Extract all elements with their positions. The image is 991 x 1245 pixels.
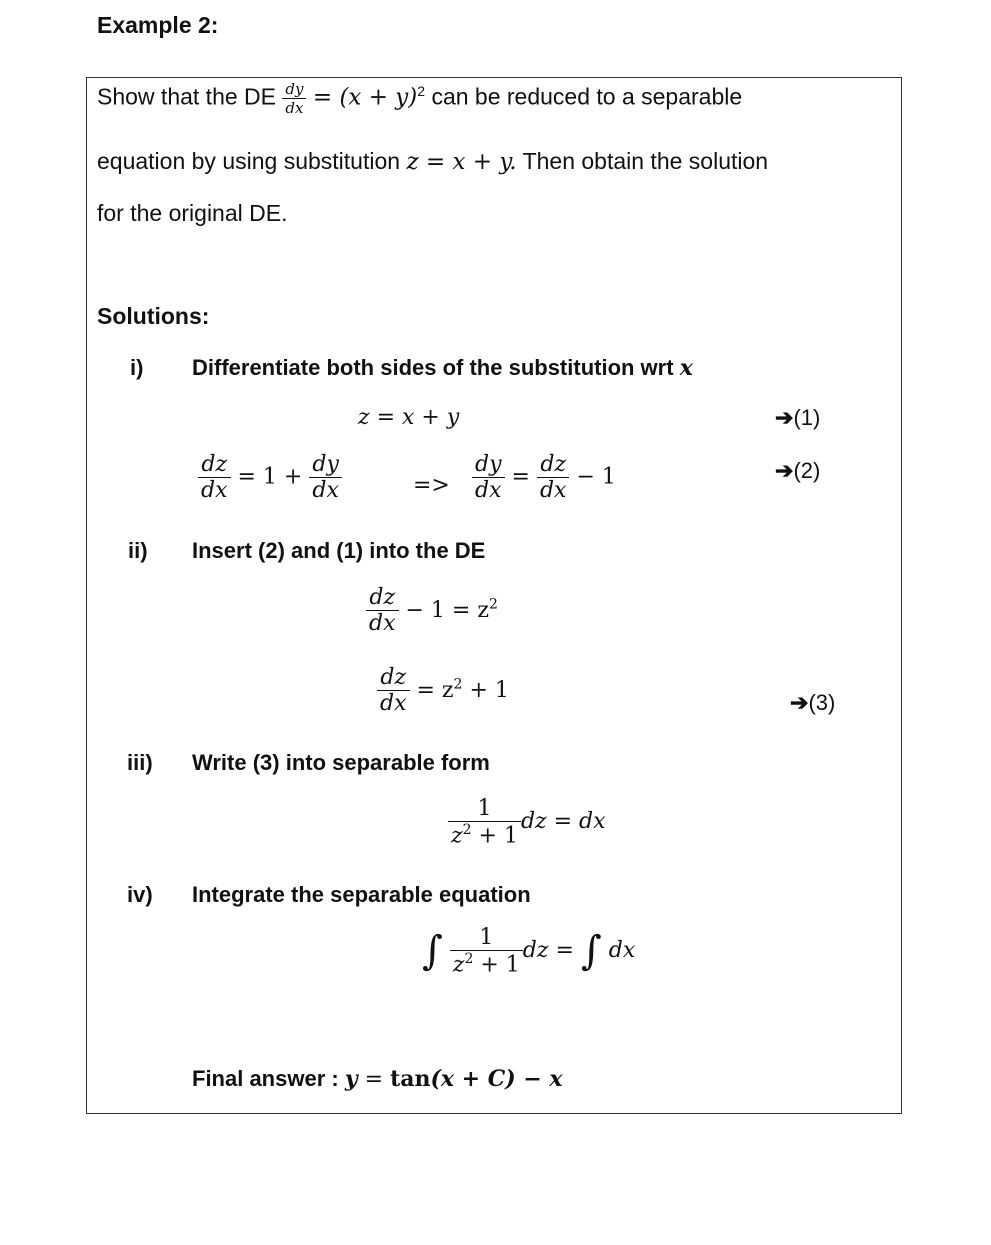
problem-frac-den: dx <box>282 98 306 117</box>
solutions-label: Solutions: <box>97 303 210 329</box>
int-den-exponent: 2 <box>464 951 474 967</box>
problem-equation-rhs: = (x + y) <box>312 84 418 111</box>
step-3-text: Write (3) into separable form <box>192 750 490 775</box>
eq2b-eq: = <box>511 464 530 490</box>
problem-suffix: can be reduced to a separable <box>431 83 743 110</box>
sep-tail: dz = dx <box>520 809 606 835</box>
equation-substituted <box>366 585 498 636</box>
eq2b-frac-1 <box>472 452 505 503</box>
int-frac <box>450 925 523 977</box>
eq2-left-den: dx <box>198 477 231 503</box>
step-2-number: ii) <box>128 538 148 563</box>
ref-2 <box>775 458 820 484</box>
sep-den <box>448 821 521 848</box>
equation-substitution: z = x + y <box>358 405 460 430</box>
ref-3 <box>790 690 835 716</box>
int-den-tail: + 1 <box>480 952 520 978</box>
problem-fraction <box>282 80 306 117</box>
sep-den-tail: + 1 <box>478 823 518 849</box>
ref-1 <box>775 405 820 431</box>
equation-rearranged <box>472 452 616 503</box>
final-answer <box>192 1066 563 1092</box>
eq2-frac-right <box>309 452 342 503</box>
int-num: 1 <box>479 925 494 950</box>
eq3b-den: dx <box>377 690 410 716</box>
sep-frac <box>448 796 521 848</box>
eq2-mid: = 1 + <box>237 464 303 490</box>
final-answer-y: y <box>344 1066 358 1092</box>
problem-line-3: for the original DE. <box>97 200 288 226</box>
eq2b-tail: − 1 <box>576 464 616 490</box>
problem-line-1 <box>97 80 742 117</box>
eq2b-den-1: dx <box>472 477 505 503</box>
implies-symbol: => <box>413 473 450 498</box>
eq3b-mid-wrap <box>417 678 509 703</box>
eq3b-num: dz <box>380 665 407 690</box>
int-den <box>450 950 523 977</box>
int-mid: dz = <box>522 938 574 964</box>
problem-exponent: 2 <box>417 82 426 99</box>
equation-derivative <box>198 452 342 503</box>
ref-1-label: (1) <box>793 405 821 430</box>
eq3a-den: dx <box>366 610 399 636</box>
step-2-text: Insert (2) and (1) into the DE <box>192 538 486 563</box>
step-1-label: Differentiate both sides of the substitution wrt <box>192 355 674 380</box>
problem-prefix: Show that the DE <box>97 83 276 110</box>
eq2-right-den: dx <box>309 477 342 503</box>
integral-sign-icon: ∫ <box>580 928 602 975</box>
final-answer-rest: (x + C) − x <box>430 1066 563 1092</box>
ref-3-label: (3) <box>808 690 836 715</box>
step-4-text: Integrate the separable equation <box>192 882 531 907</box>
eq2b-frac-2 <box>537 452 570 503</box>
final-answer-eq: = <box>357 1067 391 1092</box>
eq2-right-num: dy <box>312 452 339 477</box>
eq2b-num-1: dy <box>475 452 502 477</box>
eq3b-frac <box>377 665 410 716</box>
eq3a-num: dz <box>369 585 396 610</box>
eq2-left-num: dz <box>201 452 228 477</box>
step-1-var: x <box>679 355 693 381</box>
eq2b-num-2: dz <box>540 452 567 477</box>
integral-sign-icon: ∫ <box>422 928 443 975</box>
final-answer-tan: tan <box>390 1066 431 1092</box>
problem-line-2 <box>97 148 768 175</box>
eq2b-den-2: dx <box>537 477 570 503</box>
arrow-right-icon: ➔ <box>790 690 809 715</box>
eq3a-tail-text: − 1 = z <box>405 597 489 623</box>
problem-line2-math: z = x + y. <box>406 149 517 175</box>
arrow-right-icon: ➔ <box>775 458 794 483</box>
ref-2-label: (2) <box>793 458 821 483</box>
eq3a-tail <box>406 598 498 623</box>
example-title: Example 2: <box>97 12 219 38</box>
eq3b-mid: = z <box>416 677 454 703</box>
int-den-z: z <box>452 952 465 978</box>
sep-den-exponent: 2 <box>462 822 472 838</box>
sep-den-z: z <box>451 823 463 849</box>
equation-separable <box>448 796 606 848</box>
eq3b-tail: + 1 <box>469 677 509 703</box>
step-1-number: i) <box>130 355 144 380</box>
step-3-number: iii) <box>127 750 153 775</box>
problem-line2-a: equation by using substitution <box>97 148 401 174</box>
step-1-text <box>192 355 693 381</box>
eq3b-exponent: 2 <box>453 676 463 693</box>
eq3a-exponent: 2 <box>488 596 498 613</box>
equation-integral <box>422 925 635 977</box>
step-4-number: iv) <box>127 882 153 907</box>
sep-num: 1 <box>477 796 492 821</box>
equation-simplified <box>377 665 509 716</box>
int-tail: dx <box>608 938 636 964</box>
eq2-frac-left <box>198 452 231 503</box>
eq3a-frac <box>366 585 399 636</box>
arrow-right-icon: ➔ <box>775 405 794 430</box>
problem-line2-b: Then obtain the solution <box>522 148 769 174</box>
final-answer-label: Final answer : <box>192 1066 339 1091</box>
problem-frac-num: dy <box>285 80 304 98</box>
